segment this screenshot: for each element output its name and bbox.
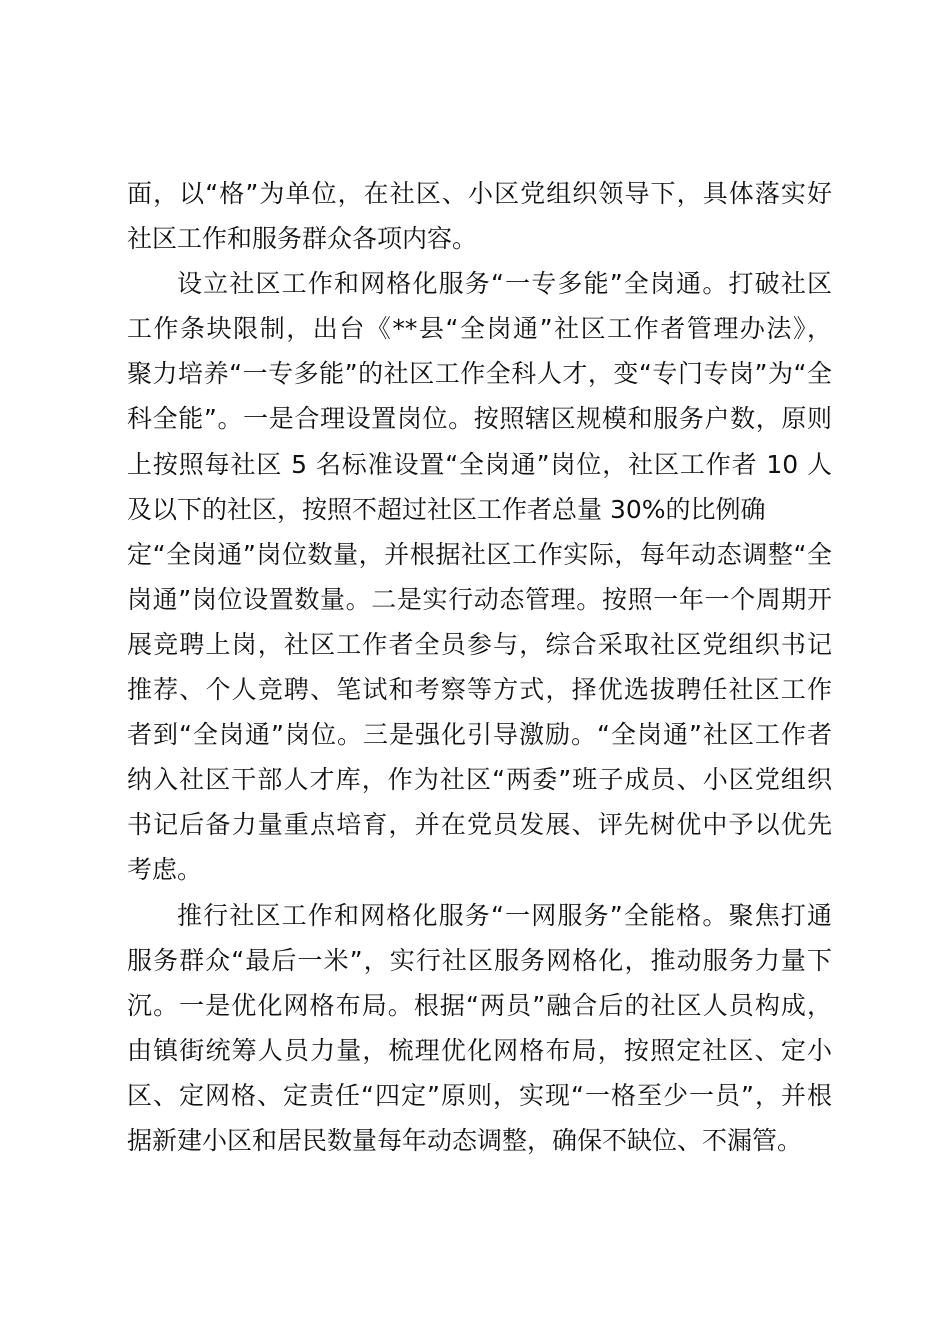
paragraph-first-line: 设立社区工作和网格化服务“一专多能”全岗通。打破社区 bbox=[177, 269, 832, 299]
text-line: 社区工作和服务群众各项内容。 bbox=[127, 224, 478, 254]
text-line: 纳入社区干部人才库，作为社区“两委”班子成员、小区党组织 bbox=[127, 765, 832, 795]
text-line: 工作条块限制，出台《**县“全岗通”社区工作者管理办法》， bbox=[127, 314, 832, 344]
text-line: 科全能”。一是合理设置岗位。按照辖区规模和服务户数，原则 bbox=[127, 404, 832, 434]
text-line: 岗通”岗位设置数量。二是实行动态管理。按照一年一个周期开 bbox=[127, 584, 832, 614]
text-line: 面，以“格”为单位，在社区、小区党组织领导下，具体落实好 bbox=[127, 179, 832, 208]
text-line: 聚力培养“一专多能”的社区工作全科人才，变“专门专岗”为“全 bbox=[127, 359, 832, 389]
text-line: 书记后备力量重点培育，并在党员发展、评先树优中予以优先 bbox=[127, 810, 832, 840]
text-line: 服务群众“最后一米”，实行社区服务网格化，推动服务力量下 bbox=[127, 945, 832, 975]
text-line: 者到“全岗通”岗位。三是强化引导激励。“全岗通”社区工作者 bbox=[127, 720, 832, 750]
text-line: 沉。一是优化网格布局。根据“两员”融合后的社区人员构成， bbox=[127, 990, 832, 1020]
text-line: 据新建小区和居民数量每年动态调整，确保不缺位、不漏管。 bbox=[127, 1125, 803, 1155]
text-line: 推荐、个人竞聘、笔试和考察等方式，择优选拔聘任社区工作 bbox=[127, 675, 832, 705]
text-line: 上按照每社区 5 名标准设置“全岗通”岗位，社区工作者 10 人 bbox=[127, 449, 832, 479]
document-body-text bbox=[127, 171, 832, 1163]
text-line: 考虑。 bbox=[127, 855, 203, 885]
text-line: 定“全岗通”岗位数量，并根据社区工作实际，每年动态调整“全 bbox=[127, 539, 832, 569]
text-line: 及以下的社区，按照不超过社区工作者总量 30%的比例确 bbox=[127, 494, 766, 524]
paragraph-first-line: 推行社区工作和网格化服务“一网服务”全能格。聚焦打通 bbox=[177, 900, 832, 930]
text-line: 由镇街统筹人员力量，梳理优化网格布局，按照定社区、定小 bbox=[127, 1035, 832, 1065]
text-line: 区、定网格、定责任“四定”原则，实现“一格至少一员”，并根 bbox=[127, 1080, 832, 1110]
text-line: 展竞聘上岗，社区工作者全员参与，综合采取社区党组织书记 bbox=[127, 629, 832, 659]
